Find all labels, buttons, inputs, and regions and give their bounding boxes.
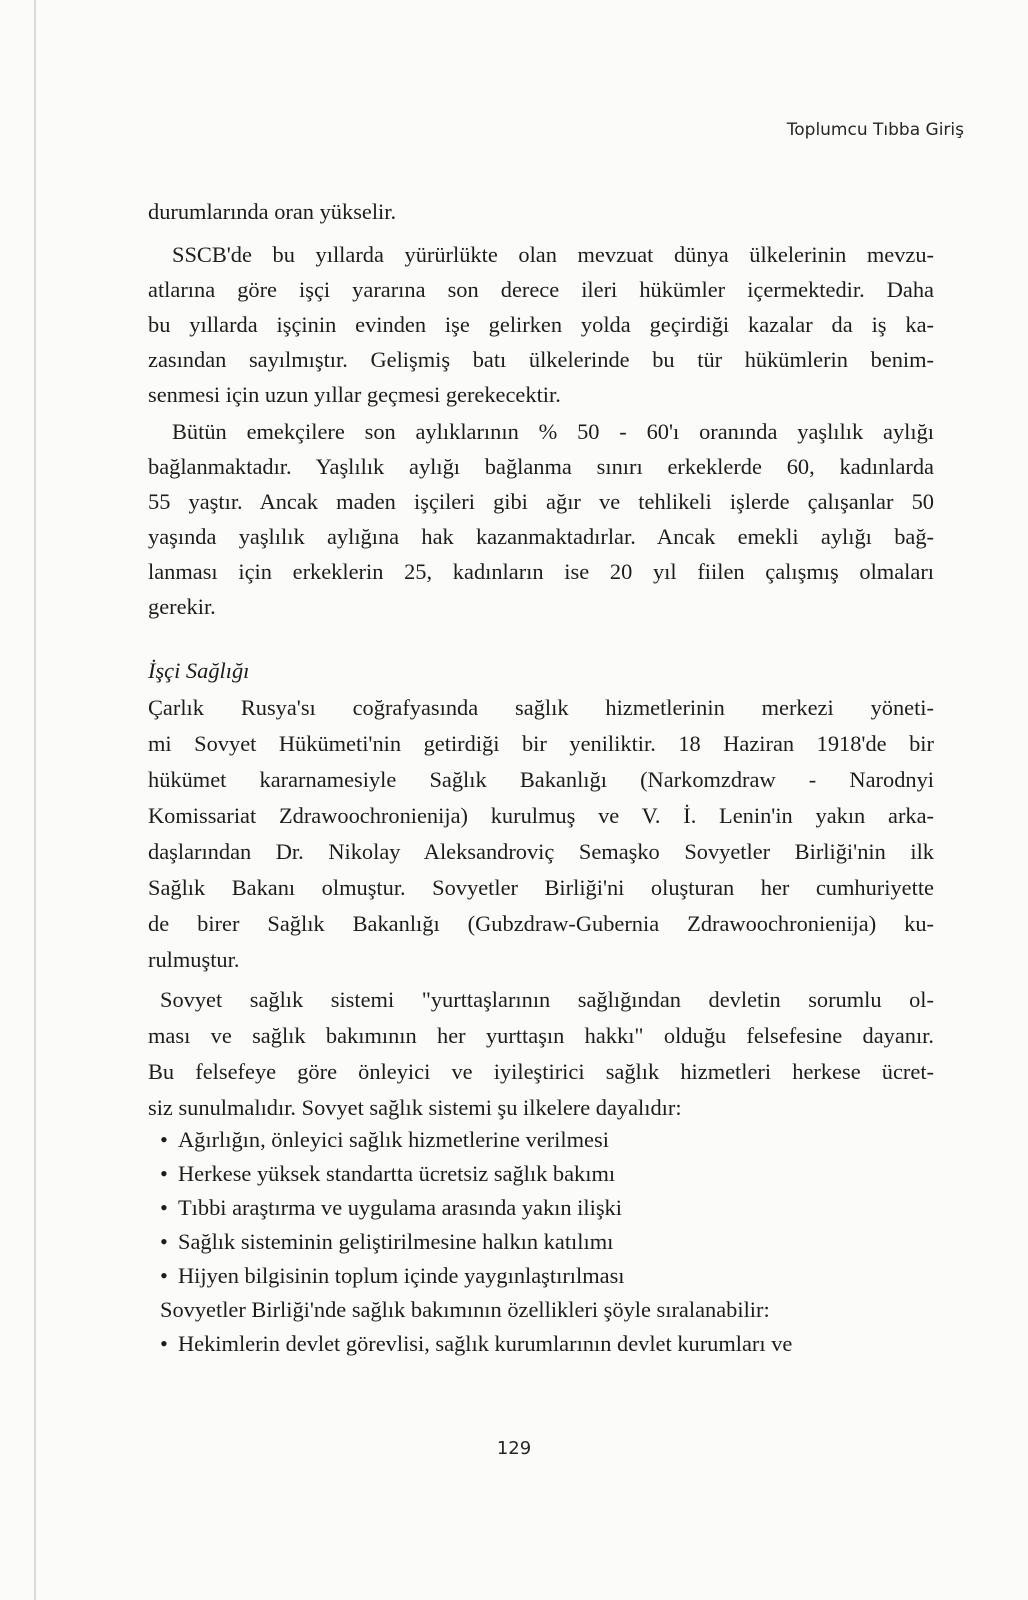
section-subheading: İşçi Sağlığı (148, 658, 250, 683)
bullet-item (160, 1193, 622, 1223)
bullet-text: Hekimlerin devlet görevlisi, sağlık kurumlarının devlet kurumları ve (178, 1331, 793, 1356)
running-header: Toplumcu Tıbba Giriş (786, 120, 964, 140)
bullet-item (160, 1261, 625, 1291)
paragraph-line: Çarlık Rusya'sı coğrafyasında sağlık hizmetlerinin merkezi yöneti- (148, 695, 934, 720)
paragraph-line: rulmuştur. (148, 947, 240, 972)
paragraph-line: mi Sovyet Hükümeti'nin getirdiği bir yeniliktir. 18 Haziran 1918'de bir (148, 731, 934, 756)
bullet-icon: • (160, 1331, 168, 1356)
paragraph-line: durumlarında oran yükselir. (148, 199, 397, 224)
paragraph-line: Komissariat Zdrawoochronienija) kurulmuş ve V. İ. Lenin'in yakın arka- (148, 803, 934, 828)
paragraph-line: gerekir. (148, 594, 216, 619)
page-number: 129 (496, 1438, 532, 1459)
paragraph-line: de birer Sağlık Bakanlığı (Gubzdraw-Gubernia Zdrawoochronienija) ku- (148, 911, 934, 936)
bullet-text: Hijyen bilgisinin toplum içinde yaygınlaştırılması (178, 1263, 625, 1288)
page-edge-shadow (34, 0, 36, 1600)
bullet-item (160, 1227, 613, 1257)
bullet-text: Herkese yüksek standartta ücretsiz sağlık bakımı (178, 1161, 616, 1186)
paragraph-line: 55 yaştır. Ancak maden işçileri gibi ağır ve tehlikeli işlerde çalışanlar 50 (148, 489, 934, 514)
paragraph-line: zasından sayılmıştır. Gelişmiş batı ülkelerinde bu tür hükümlerin benim- (148, 347, 934, 372)
paragraph-line: SSCB'de bu yıllarda yürürlükte olan mevzuat dünya ülkelerinin mevzu- (172, 242, 934, 267)
paragraph-line: bu yıllarda işçinin evinden işe gelirken yolda geçirdiği kazalar da iş ka- (148, 312, 934, 337)
bullet-text: Sağlık sisteminin geliştirilmesine halkın katılımı (178, 1229, 614, 1254)
paragraph-line: Sovyet sağlık sistemi "yurttaşlarının sağlığından devletin sorumlu ol- (160, 987, 934, 1012)
paragraph-line: ması ve sağlık bakımının her yurttaşın hakkı" olduğu felsefesine dayanır. (148, 1023, 934, 1048)
bullet-icon: • (160, 1229, 168, 1254)
paragraph-line: bağlanmaktadır. Yaşlılık aylığı bağlanma sınırı erkeklerde 60, kadınlarda (148, 454, 934, 479)
paragraph-line: lanması için erkeklerin 25, kadınların ise 20 yıl fiilen çalışmış olmaları (148, 559, 934, 584)
bullet-text: Tıbbi araştırma ve uygulama arasında yakın ilişki (178, 1195, 622, 1220)
paragraph-line: atlarına göre işçi yararına son derece ileri hükümler içermektedir. Daha (148, 277, 934, 302)
paragraph-line: Bu felsefeye göre önleyici ve iyileştirici sağlık hizmetleri herkese ücret- (148, 1059, 934, 1084)
paragraph-line: Sağlık Bakanı olmuştur. Sovyetler Birliği'ni oluşturan her cumhuriyette (148, 875, 934, 900)
paragraph-line: Sovyetler Birliği'nde sağlık bakımının özellikleri şöyle sıralanabilir: (160, 1297, 770, 1322)
bullet-icon: • (160, 1161, 168, 1186)
bullet-item (160, 1329, 792, 1359)
paragraph-line: yaşında yaşlılık aylığına hak kazanmaktadırlar. Ancak emekli aylığı bağ- (148, 524, 934, 549)
paragraph-line: daşlarından Dr. Nikolay Aleksandroviç Semaşko Sovyetler Birliği'nin ilk (148, 839, 934, 864)
bullet-icon: • (160, 1127, 168, 1152)
paragraph-line: hükümet kararnamesiyle Sağlık Bakanlığı (Narkomzdraw - Narodnyi (148, 767, 934, 792)
bullet-text: Ağırlığın, önleyici sağlık hizmetlerine verilmesi (178, 1127, 609, 1152)
paragraph-line: Bütün emekçilere son aylıklarının % 50 - 60'ı oranında yaşlılık aylığı (172, 419, 934, 444)
bullet-icon: • (160, 1195, 168, 1220)
bullet-item (160, 1125, 609, 1155)
bullet-item (160, 1159, 615, 1189)
paragraph-line: senmesi için uzun yıllar geçmesi gerekecektir. (148, 382, 561, 407)
bullet-icon: • (160, 1263, 168, 1288)
paragraph-line: siz sunulmalıdır. Sovyet sağlık sistemi şu ilkelere dayalıdır: (148, 1095, 682, 1120)
